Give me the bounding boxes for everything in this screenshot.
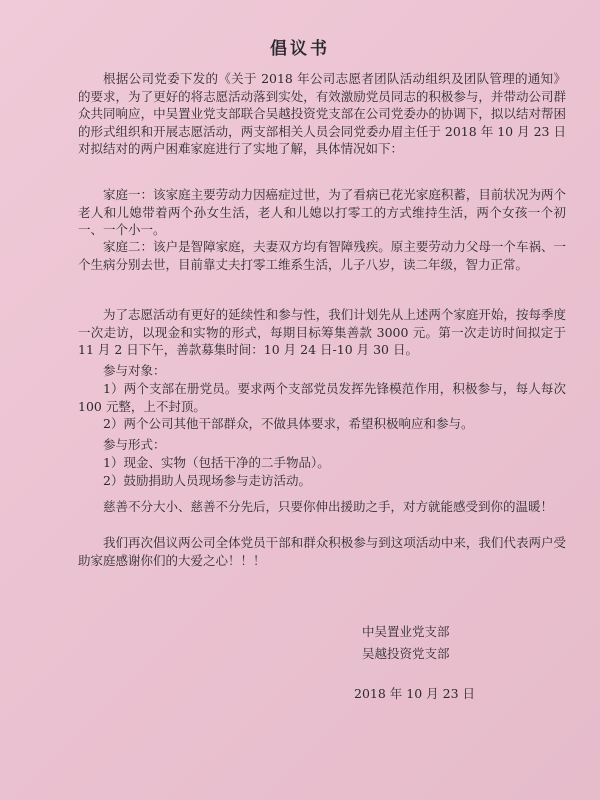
participants-item-2: 2）两个公司其他干部群众，不做具体要求，希望积极响应和参与。 xyxy=(103,416,474,431)
charity-paragraph: 慈善不分大小、慈善不分先后，只要你伸出援助之手，对方就能感受到你的温暖！ xyxy=(103,499,554,514)
participants-item-1: 1）两个支部在册党员。要求两个支部党员发挥先锋模范作用，积极参与，每人每次 100 元整，上不封顶。 xyxy=(78,381,566,414)
family-two-paragraph: 家庭二：该户是智障家庭，夫妻双方均有智障残疾。原主要劳动力父母一个车祸、一个生病分别去世，目前靠丈夫打零工维系生活，儿子八岁，读二年级，智力正常。 xyxy=(78,239,566,272)
plan-paragraph: 为了志愿活动有更好的延续性和参与性，我们计划先从上述两个家庭开始，按每季度一次走访，以现金和实物的形式，每期目标筹集善款 3000 元。第一次走访时间拟定于 11 月 2 日下午，善款募集时间：10 月 24 日-10 月 30 日。 xyxy=(78,307,566,357)
document-title: 倡议书 xyxy=(270,39,330,59)
document-date: 2018 年 10 月 23 日 xyxy=(354,686,475,701)
participants-heading: 参与对象： xyxy=(103,363,166,378)
form-item-1: 1）现金、实物（包括干净的二手物品）。 xyxy=(103,455,330,470)
form-item-2: 2）鼓励捐助人员现场参与走访活动。 xyxy=(103,473,311,488)
signature-zhongwu: 中吴置业党支部 xyxy=(362,624,450,639)
intro-paragraph: 根据公司党委下发的《关于 2018 年公司志愿者团队活动组织及团队管理的通知》的要求，为了更好的将志愿活动落到实处，有效激励党员同志的积极参与，并带动公司群众共同响应，中吴置业党支部联合吴越投资党支部在公司党委办的协调下，拟以结对帮困的形式组织和开展志愿活动，两支部相关人员会同党委办眉主任于 2018 年 10 月 23 日对拟结对的两户困难家庭进行了实地了解，具体情况如下： xyxy=(78,71,566,156)
form-heading: 参与形式： xyxy=(103,437,166,452)
family-one-paragraph: 家庭一：该家庭主要劳动力因癌症过世，为了看病已花光家庭积蓄，目前状况为两个老人和儿媳带着两个孙女生活，老人和儿媳以打零工的方式维持生活，两个女孩一个初一、一个小一。 xyxy=(78,187,566,237)
closing-paragraph: 我们再次倡议两公司全体党员干部和群众积极参与到这项活动中来，我们代表两户受助家庭感谢你们的大爱之心！！！ xyxy=(78,535,566,568)
signature-wuyue: 吴越投资党支部 xyxy=(362,646,450,661)
